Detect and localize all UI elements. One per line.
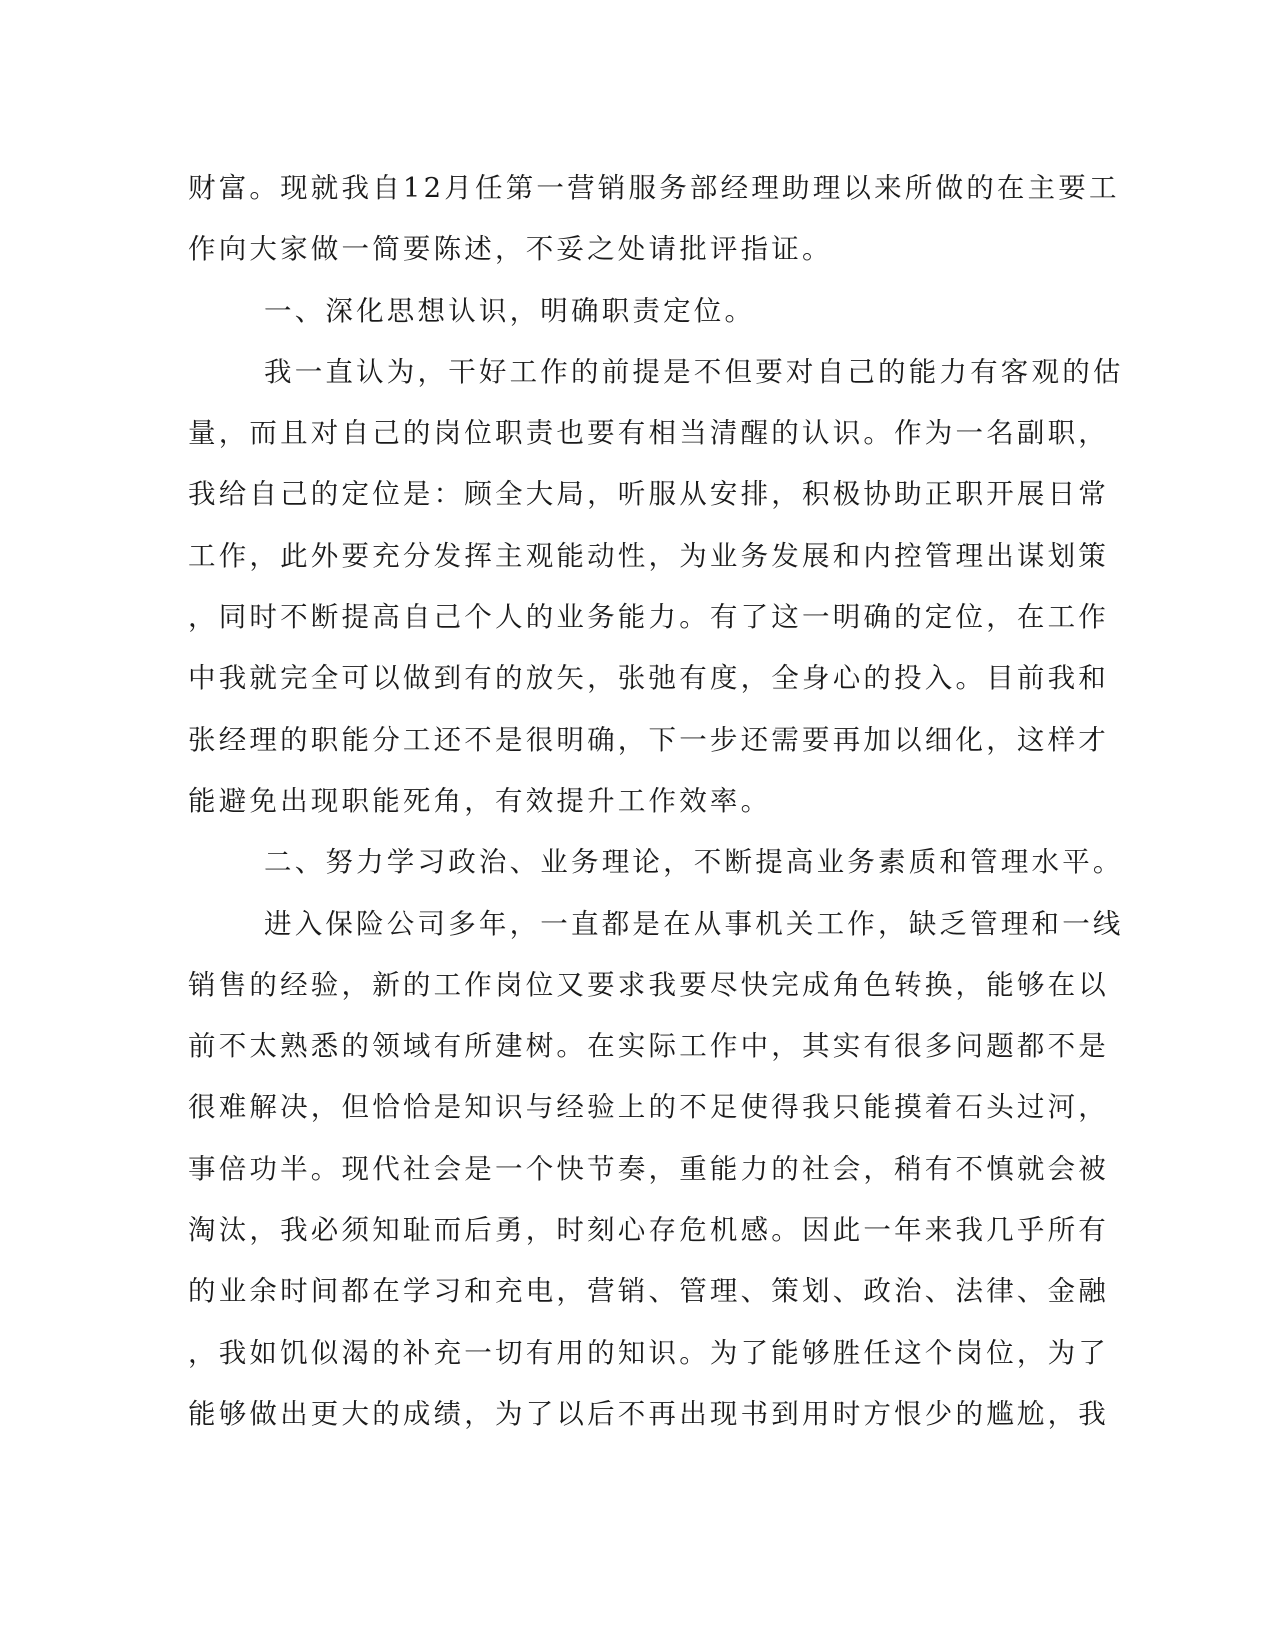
text-line: ，我如饥似渴的补充一切有用的知识。为了能够胜任这个岗位，为了 bbox=[188, 1336, 1109, 1369]
text-line: 我给自己的定位是：顾全大局，听服从安排，积极协助正职开展日常 bbox=[188, 478, 1109, 511]
text-line: 前不太熟悉的领域有所建树。在实际工作中，其实有很多问题都不是 bbox=[188, 1030, 1109, 1063]
text-line: 张经理的职能分工还不是很明确，下一步还需要再加以细化，这样才 bbox=[188, 723, 1109, 756]
text-line: 事倍功半。现代社会是一个快节奏，重能力的社会，稍有不慎就会被 bbox=[188, 1152, 1109, 1185]
text-line: 财富。现就我自12月任第一营销服务部经理助理以来所做的在主要工 bbox=[188, 172, 1120, 204]
text-line: 的业余时间都在学习和充电，营销、管理、策划、政治、法律、金融 bbox=[188, 1275, 1109, 1308]
text-line: 我一直认为，干好工作的前提是不但要对自己的能力有客观的估 bbox=[264, 355, 1124, 388]
text-line: ，同时不断提高自己个人的业务能力。有了这一明确的定位，在工作 bbox=[188, 601, 1109, 634]
body-text bbox=[188, 158, 1124, 1445]
text-line: 作向大家做一简要陈述，不妥之处请批评指证。 bbox=[188, 233, 833, 266]
text-line: 销售的经验，新的工作岗位又要求我要尽快完成角色转换，能够在以 bbox=[188, 968, 1109, 1001]
section-heading: 一、深化思想认识，明确职责定位。 bbox=[264, 294, 756, 327]
text-line: 工作，此外要充分发挥主观能动性，为业务发展和内控管理出谋划策 bbox=[188, 539, 1109, 572]
text-line: 很难解决，但恰恰是知识与经验上的不足使得我只能摸着石头过河， bbox=[188, 1091, 1109, 1124]
text-line: 能够做出更大的成绩，为了以后不再出现书到用时方恨少的尴尬，我 bbox=[188, 1397, 1109, 1430]
text-line: 量，而且对自己的岗位职责也要有相当清醒的认识。作为一名副职， bbox=[188, 417, 1109, 450]
text-line: 淘汰，我必须知耻而后勇，时刻心存危机感。因此一年来我几乎所有 bbox=[188, 1214, 1109, 1247]
text-line: 能避免出现职能死角，有效提升工作效率。 bbox=[188, 784, 772, 817]
text-line: 中我就完全可以做到有的放矢，张弛有度，全身心的投入。目前我和 bbox=[188, 662, 1109, 695]
text-line: 进入保险公司多年，一直都是在从事机关工作，缺乏管理和一线 bbox=[264, 907, 1124, 940]
section-heading: 二、努力学习政治、业务理论，不断提高业务素质和管理水平。 bbox=[264, 846, 1124, 879]
